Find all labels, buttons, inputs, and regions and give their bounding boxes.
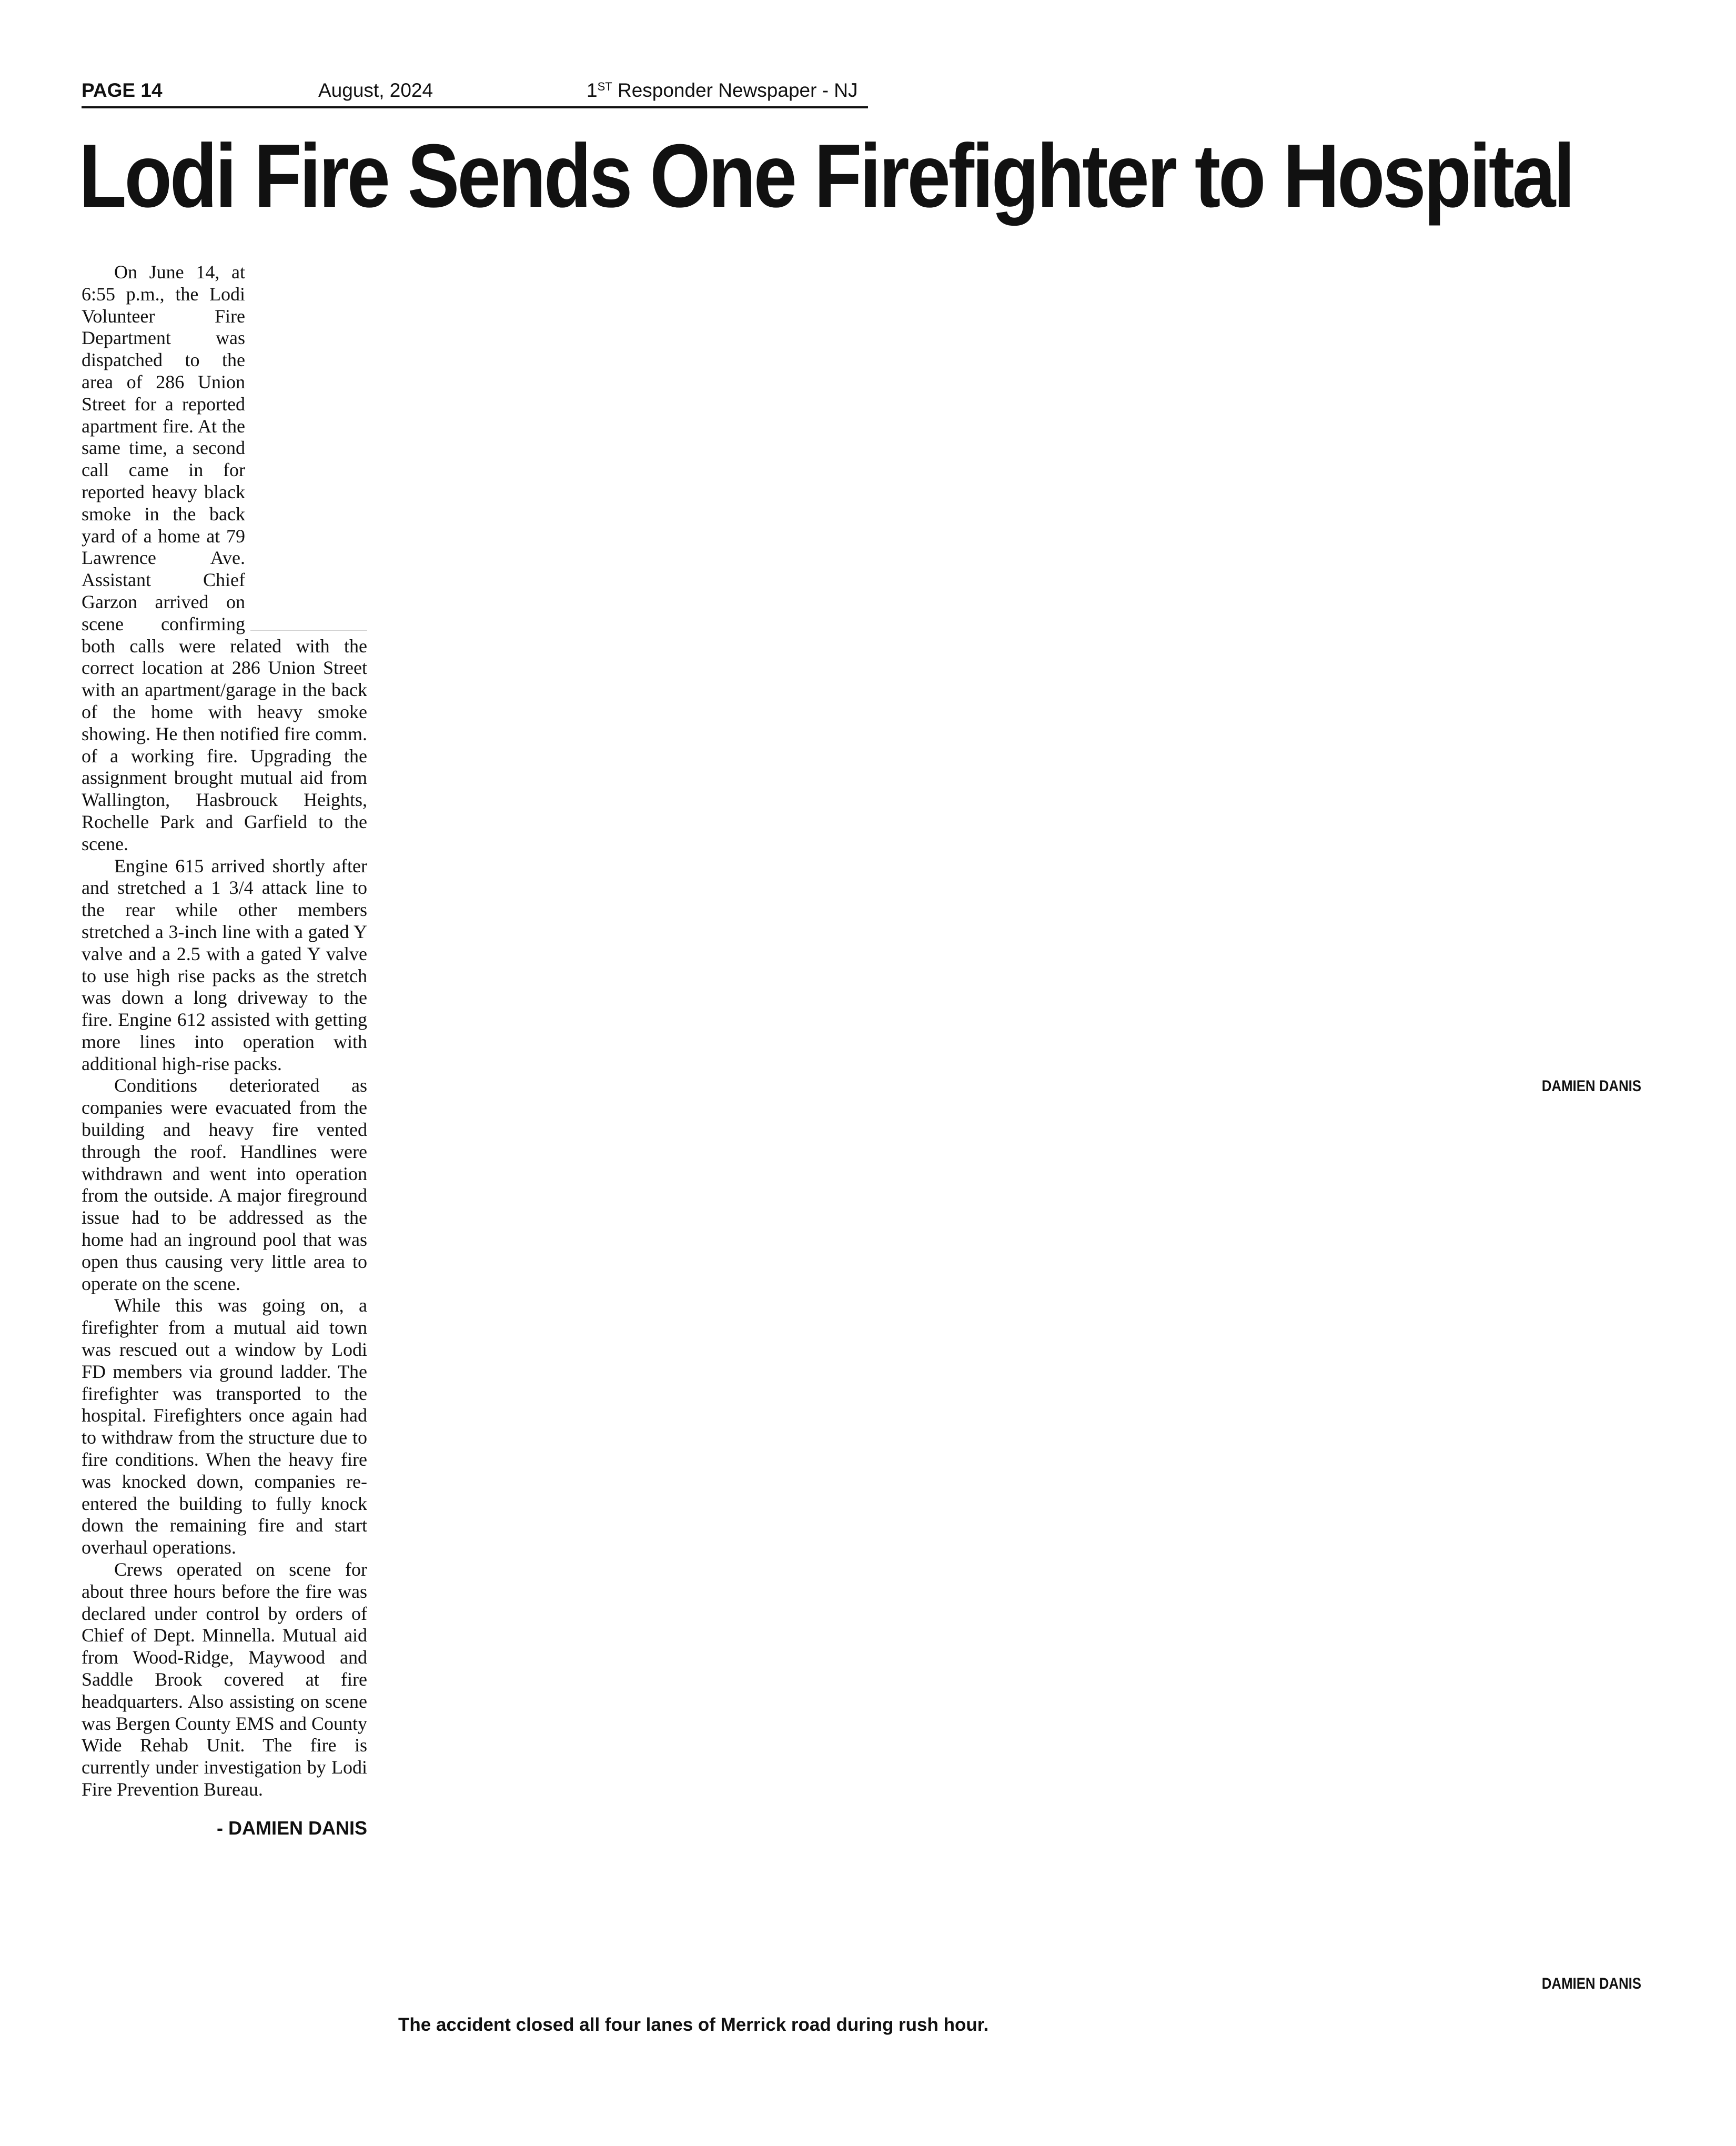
article-column: [82, 261, 367, 1840]
article-paragraph: Conditions deteriorated as companies were evacuated from the building and heavy fire vented through the roof. Handlines were withdrawn and went into operation from the outside. A major fireground issue had to be addressed as the home had an inground pool that was open thus causing very little area to operate on the scene.: [82, 1075, 367, 1294]
page-number: PAGE 14: [82, 79, 163, 101]
photo-credit: DAMIEN DANIS: [1541, 1975, 1641, 1992]
pull-quote-space: [250, 285, 367, 631]
photo-caption: The accident closed all four lanes of Merrick road during rush hour.: [398, 2014, 989, 2035]
headline: Lodi Fire Sends One Firefighter to Hospital: [79, 126, 1573, 226]
photo-credit: DAMIEN DANIS: [1541, 1077, 1641, 1095]
article-paragraph: Engine 615 arrived shortly after and stretched a 1 3/4 attack line to the rear while other members stretched a 3-inch line with a gated Y valve and a 2.5 with a gated Y valve to use high rise packs as the stretch was down a long driveway to the fire. Engine 612 assisted with getting more lines into operation with additional high-rise packs.: [82, 855, 367, 1074]
folio-bar: [82, 79, 868, 108]
newspaper-name: [587, 79, 858, 102]
newspaper-title: Responder Newspaper - NJ: [612, 79, 858, 101]
issue-date: August, 2024: [318, 79, 433, 101]
article-paragraph: While this was going on, a firefighter from a mutual aid town was rescued out a window by Lodi FD members via ground ladder. The firefighter was transported to the hospital. Firefighters once again had to withdraw from the structure due to fire conditions. When the heavy fire was knocked down, companies re-entered the building to fully knock down the remaining fire and start overhaul operations.: [82, 1295, 367, 1558]
newspaper-ordinal-suffix: ST: [597, 80, 612, 93]
newspaper-ordinal: 1: [587, 79, 598, 101]
article-byline: - DAMIEN DANIS: [217, 1817, 367, 1839]
article-paragraph: On June 14, at 6:55 p.m., the Lodi Volunteer Fire Department was dispatched to the area of 286 Union Street for a reported apartment fire. At the same time, a second call came in for reported heavy black smoke in the back yard of a home at 79 Lawrence Ave. Assistant Chief Garzon arrived on scene confirming both calls were related with the correct location at 286 Union Street with an apartment/garage in the back of the home with heavy smoke showing. He then notified fire comm. of a working fire. Upgrading the assignment brought mutual aid from Wallington, Hasbrouck Heights, Rochelle Park and Garfield to the scene.: [82, 261, 367, 854]
article-paragraph: Crews operated on scene for about three hours before the fire was declared under control by orders of Chief of Dept. Minnella. Mutual aid from Wood-Ridge, Maywood and Saddle Brook covered at fire headquarters. Also assisting on scene was Bergen County EMS and County Wide Rehab Unit. The fire is currently under investigation by Lodi Fire Prevention Bureau.: [82, 1559, 367, 1800]
